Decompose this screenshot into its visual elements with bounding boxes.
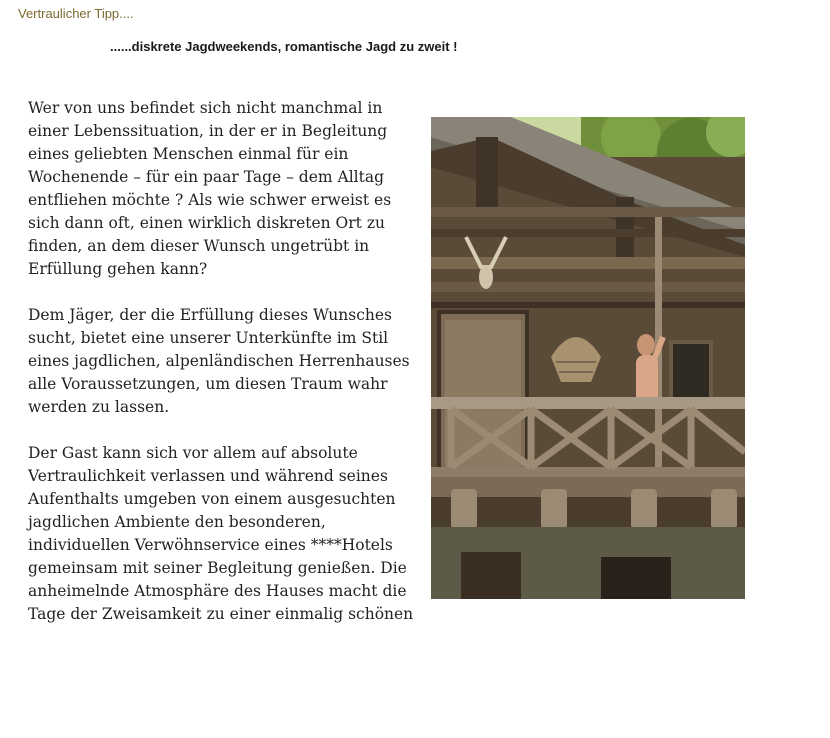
paragraph-guest: Der Gast kann sich vor allem auf absolute Vertraulichkeit verlassen und während seines Aufenthalts umgeben von einem ausgesuchten jagdlichen Ambiente den besonderen, individuellen Verwöhnservice eines ****Hotels gemeinsam mit seiner Begleitung genießen. Die anheimelnde Atmosphäre des Hauses macht die Tage der Zweisamkeit zu einer einmalig schönen xyxy=(28,444,414,623)
article-body xyxy=(28,97,420,626)
balcony-floor xyxy=(431,477,745,497)
figure-head xyxy=(637,334,655,356)
section-title: Vertraulicher Tipp.... xyxy=(18,6,134,21)
hut-illustration xyxy=(431,117,745,599)
article-subtitle: ......diskrete Jagdweekends, romantische Jagd zu zweit ! xyxy=(110,39,458,54)
photo-wooden-alpine-hut xyxy=(431,117,745,599)
paragraph-intro: Wer von uns befindet sich nicht manchmal in einer Lebenssituation, in der er in Begleitung eines geliebten Menschen einmal für ein Wochenende – für ein paar Tage – dem Alltag entfliehen möchte ? Als wie schwer erweist es sich dann oft, einen wirklich diskreten Ort zu finden, an dem dieser Wunsch ungetrübt in Erfüllung gehen kann? xyxy=(28,99,392,278)
hut-window xyxy=(671,342,711,402)
paragraph-accommodation: Dem Jäger, der die Erfüllung dieses Wunsches sucht, bietet eine unserer Unterkünfte im Stil eines jagdlichen, alpenländischen Herrenhauses alle Voraussetzungen, um diesen Traum wahr werden zu lassen. xyxy=(28,306,410,416)
balcony-rail-top xyxy=(431,397,745,409)
